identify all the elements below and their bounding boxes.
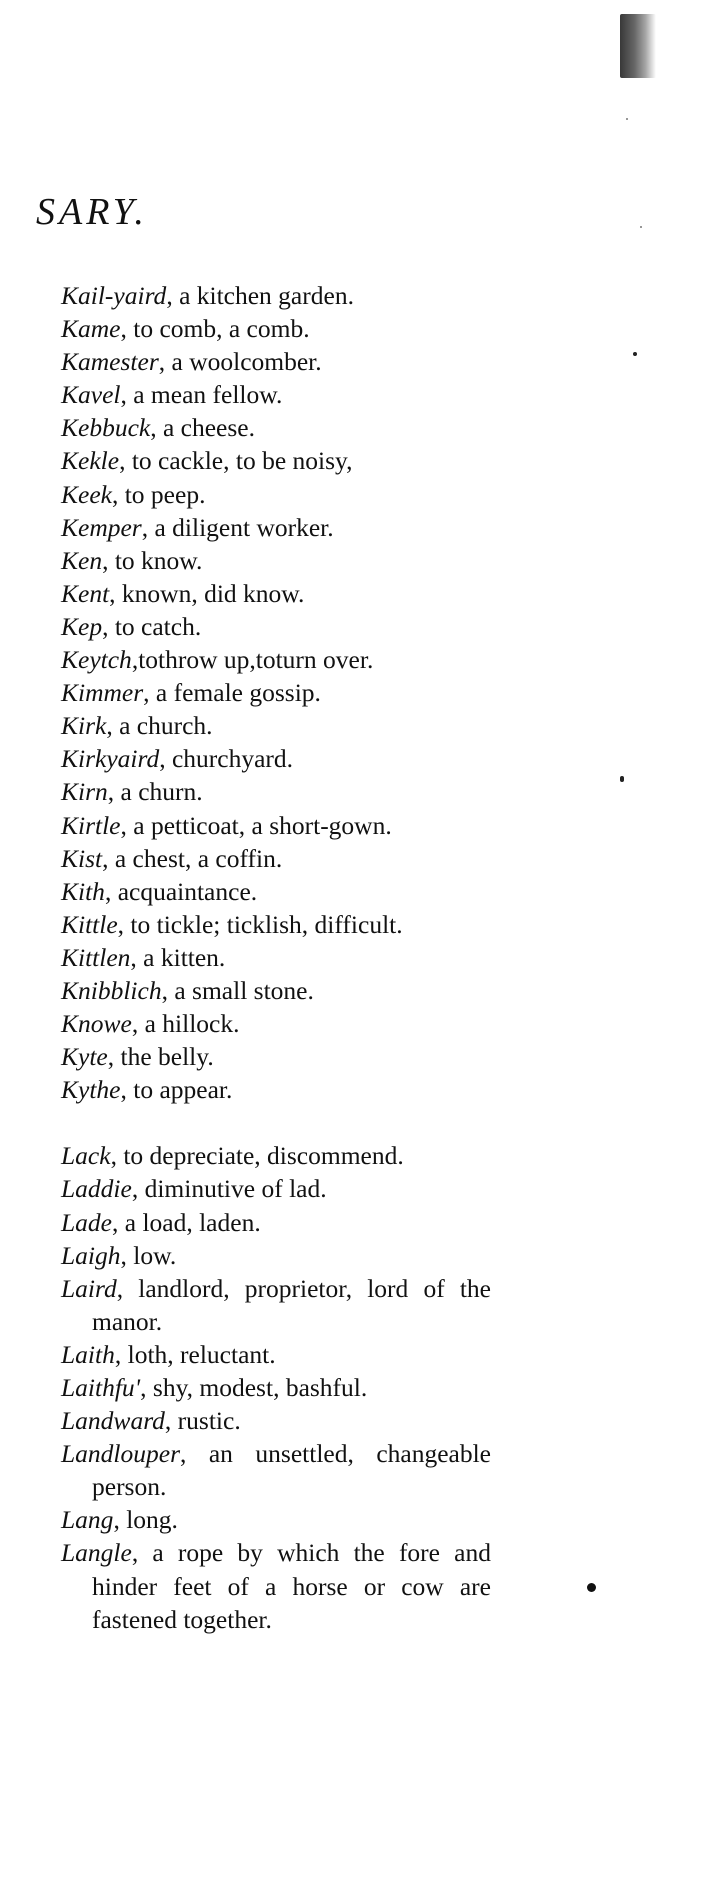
entry-word: Kittle xyxy=(61,909,118,939)
entry-definition: , to catch. xyxy=(102,611,202,641)
glossary-entry xyxy=(61,1371,491,1404)
glossary-entry xyxy=(61,1073,491,1106)
section-divider xyxy=(61,1106,491,1139)
entry-definition: ,tothrow up,toturn over. xyxy=(131,645,374,675)
entry-definition: , to cackle, to be noisy, xyxy=(119,446,353,476)
glossary-entry xyxy=(61,941,491,974)
glossary-entry xyxy=(61,742,491,775)
glossary-entry xyxy=(61,1404,491,1437)
entry-definition: , a cheese. xyxy=(150,413,255,443)
entry-word: Lang xyxy=(61,1505,114,1535)
entry-word: Knibblich xyxy=(61,975,162,1005)
entry-definition: , to appear. xyxy=(120,1075,233,1105)
entry-word: Kythe xyxy=(61,1075,121,1105)
entry-word: Kirkyaird xyxy=(61,744,160,774)
glossary-entry xyxy=(61,676,491,709)
entry-word: Kent xyxy=(61,578,110,608)
glossary-entry xyxy=(61,378,491,411)
entry-word: Kirtle xyxy=(61,810,121,840)
entry-word: Kekle xyxy=(61,446,120,476)
glossary-entry xyxy=(61,875,491,908)
entry-definition: , an unsettled, changeable person. xyxy=(92,1439,491,1502)
glossary-entry xyxy=(61,1503,491,1536)
glossary-entry xyxy=(61,577,491,610)
entry-definition: , a female gossip. xyxy=(143,678,321,708)
glossary-entry xyxy=(61,1536,491,1635)
glossary-entry xyxy=(61,1338,491,1371)
entry-definition: , a chest, a coffin. xyxy=(102,843,283,873)
entry-word: Ken xyxy=(61,545,103,575)
entry-word: Kimmer xyxy=(61,678,144,708)
entry-definition: , a churn. xyxy=(107,777,203,807)
entry-definition: , a kitten. xyxy=(130,942,226,972)
entry-word: Lade xyxy=(61,1207,112,1237)
entry-word: Kail-yaird xyxy=(61,281,167,310)
glossary-entry xyxy=(61,544,491,577)
glossary-entry xyxy=(61,1272,491,1338)
entry-definition: , rustic. xyxy=(164,1406,241,1436)
entry-word: Kep xyxy=(61,611,103,641)
entry-definition: , to know. xyxy=(102,545,203,575)
entry-definition: , to peep. xyxy=(111,479,206,509)
entry-word: Landlouper xyxy=(61,1439,181,1469)
entry-definition: , a kitchen garden. xyxy=(166,281,354,310)
entry-word: Laithfu' xyxy=(61,1373,141,1402)
entry-definition: , loth, reluctant. xyxy=(114,1339,276,1369)
entry-definition: , churchyard. xyxy=(159,744,294,774)
glossary-entry xyxy=(61,279,491,312)
glossary-entry xyxy=(61,1239,491,1272)
glossary-entry xyxy=(61,1007,491,1040)
entry-word: Laigh xyxy=(61,1240,121,1270)
entry-word: Laird xyxy=(61,1273,117,1303)
glossary-list xyxy=(61,279,491,1636)
entry-definition: , low. xyxy=(120,1240,177,1270)
glossary-entry xyxy=(61,908,491,941)
glossary-entry xyxy=(61,345,491,378)
page-speck xyxy=(626,118,628,120)
entry-definition: , a hillock. xyxy=(131,1009,240,1039)
entry-definition: , a rope by which the fore and hinder feet of a horse or cow are fastened together. xyxy=(92,1538,491,1634)
entry-word: Kemper xyxy=(61,512,142,542)
glossary-entry xyxy=(61,610,491,643)
entry-word: Kith xyxy=(61,876,105,906)
entry-word: Langle xyxy=(61,1538,132,1568)
entry-word: Kirn xyxy=(61,777,108,807)
page-speck xyxy=(587,1583,596,1592)
entry-definition: , acquaintance. xyxy=(104,876,258,906)
glossary-entry xyxy=(61,842,491,875)
glossary-entry xyxy=(61,1172,491,1205)
glossary-entry xyxy=(61,411,491,444)
glossary-entry xyxy=(61,974,491,1007)
entry-word: Landward xyxy=(61,1406,165,1436)
entry-word: Laith xyxy=(61,1339,115,1369)
glossary-entry xyxy=(61,1040,491,1073)
entry-definition: , a woolcomber. xyxy=(158,347,322,377)
entry-word: Kebbuck xyxy=(61,413,151,443)
page-speck xyxy=(620,776,624,782)
entry-definition: , a load, laden. xyxy=(112,1207,261,1237)
entry-word: Kirk xyxy=(61,711,107,741)
entry-word: Knowe xyxy=(61,1009,132,1039)
entry-word: Kame xyxy=(61,314,121,344)
entry-word: Kyte xyxy=(61,1042,108,1072)
entry-word: Laddie xyxy=(61,1174,132,1204)
entry-word: Kamester xyxy=(61,347,159,377)
glossary-entry xyxy=(61,643,491,676)
entry-definition: , a mean fellow. xyxy=(120,380,283,410)
entry-definition: , to comb, a comb. xyxy=(120,314,310,344)
entry-word: Kist xyxy=(61,843,103,873)
entry-word: Kavel xyxy=(61,380,121,410)
entry-definition: , long. xyxy=(113,1505,178,1535)
glossary-entry xyxy=(61,478,491,511)
entry-definition: , landlord, proprietor, lord of the manor. xyxy=(92,1273,491,1336)
entry-word: Kittlen xyxy=(61,942,131,972)
glossary-entry xyxy=(61,809,491,842)
glossary-entry xyxy=(61,1437,491,1503)
glossary-entry xyxy=(61,775,491,808)
glossary-entry xyxy=(61,511,491,544)
entry-definition: , a diligent worker. xyxy=(141,512,334,542)
glossary-entry xyxy=(61,312,491,345)
entry-definition: , a church. xyxy=(106,711,213,741)
entry-word: Lack xyxy=(61,1141,111,1171)
entry-definition: , a small stone. xyxy=(161,975,314,1005)
page-heading: SARY. xyxy=(36,191,148,233)
glossary-entry xyxy=(61,1206,491,1239)
glossary-entry xyxy=(61,709,491,742)
page-speck xyxy=(633,352,637,356)
entry-word: Keytch xyxy=(61,645,132,675)
entry-definition: , known, did know. xyxy=(109,578,305,608)
entry-definition: , to tickle; ticklish, difficult. xyxy=(117,909,403,939)
entry-definition: , diminutive of lad. xyxy=(131,1174,327,1204)
entry-definition: , a petticoat, a short-gown. xyxy=(120,810,392,840)
entry-definition: , shy, modest, bashful. xyxy=(140,1373,368,1402)
entry-definition: , to depreciate, discommend. xyxy=(110,1141,404,1171)
glossary-entry xyxy=(61,1139,491,1172)
glossary-entry xyxy=(61,444,491,477)
page-speck xyxy=(640,226,642,228)
entry-word: Keek xyxy=(61,479,112,509)
binding-shadow xyxy=(620,14,656,78)
entry-definition: , the belly. xyxy=(107,1042,214,1072)
